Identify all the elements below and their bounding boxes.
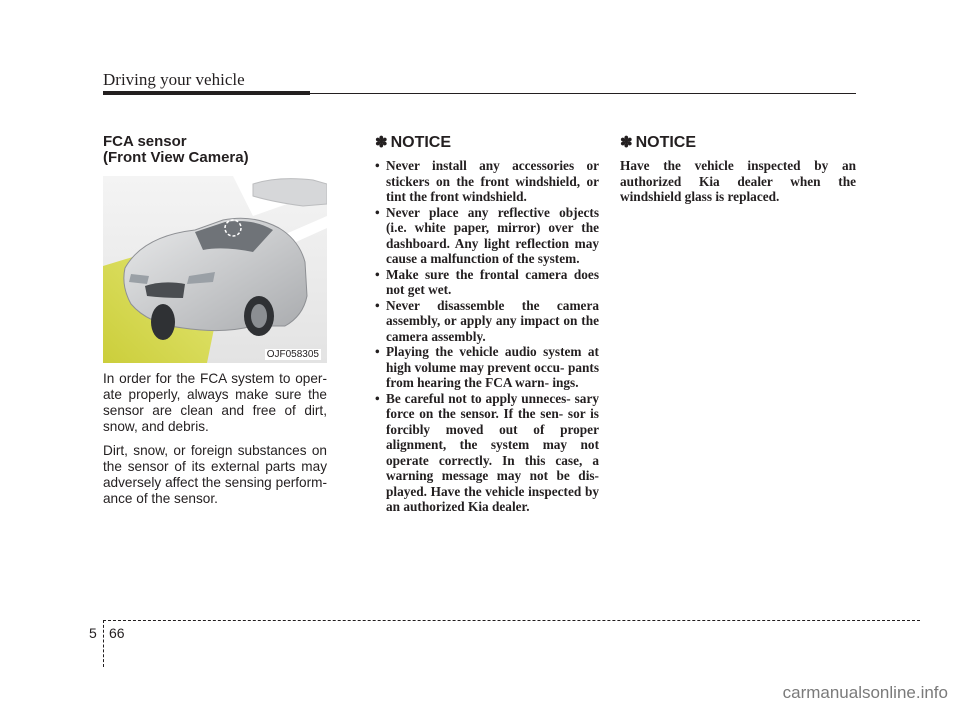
notice-heading-2 [620,134,856,152]
chapter-number: 5 [89,625,97,641]
car-illustration-svg [103,176,327,363]
notice-item: • Be careful not to apply unneces- sary force on the sensor. If the sen- sor is forcibly moved out of proper alignment, the system may not operate correctly. In this case, a warning message may not be dis- played. Have the vehicle inspected by an authorized Kia dealer. [375,391,599,515]
notice-list [375,158,599,515]
notice-item: • Make sure the frontal camera does not get wet. [375,267,599,298]
notice-column-1 [375,134,599,515]
watermark: carmanualsonline.info [782,683,948,702]
notice-item: • Playing the vehicle audio system at high volume may prevent occu- pants from hearing the FCA warn- ings. [375,344,599,391]
section-title-line2: (Front View Camera) [103,149,249,166]
car-camera-illustration [103,176,327,363]
page-number: 66 [109,625,125,641]
section-title [103,134,327,166]
notice-column-2 [620,134,856,205]
running-header: Driving your vehicle [103,70,245,89]
paragraph-1: In order for the FCA system to oper- ate properly, always make sure the sensor are clean and free of dirt, snow, and debris. [103,371,327,434]
notice-title: NOTICE [635,134,697,151]
notice-star-icon: ✽ [375,134,388,151]
header-rule-thick [103,91,310,95]
notice-item: • Never disassemble the camera assembly, or apply any impact on the camera assembly. [375,298,599,345]
notice-item: • Never place any reflective objects (i.e. white paper, mirror) over the dashboard. Any light reflection may cause a malfunction of the system. [375,205,599,267]
notice-title: NOTICE [390,134,452,151]
notice-body: Have the vehicle inspected by an authorized Kia dealer when the windshield glass is replaced. [620,158,856,204]
footer-rule [103,620,920,621]
notice-star-icon: ✽ [620,134,633,151]
notice-heading-1 [375,134,599,152]
paragraph-2: Dirt, snow, or foreign substances on the sensor of its external parts may adversely affect the sensing perform- ance of the sensor. [103,443,327,506]
notice-item: • Never install any accessories or stickers on the front windshield, or tint the front windshield. [375,158,599,205]
figure-code: OJF058305 [266,349,319,360]
left-column [103,134,327,507]
header-rule-thin [310,93,856,94]
section-title-line1: FCA sensor [103,133,187,150]
footer-divider [103,620,104,667]
